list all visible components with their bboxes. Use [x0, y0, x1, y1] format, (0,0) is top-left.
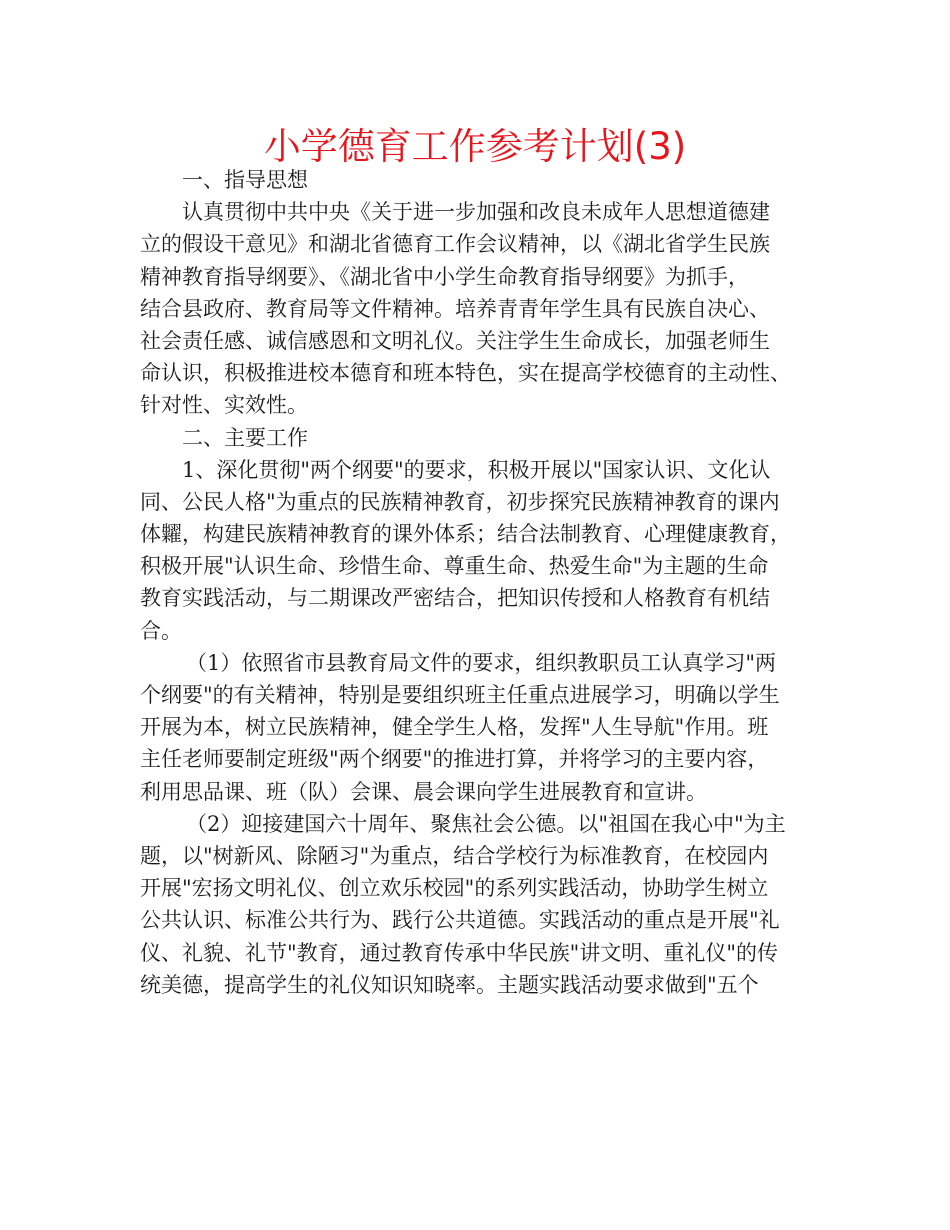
- document-body: [140, 164, 830, 1001]
- text-line: 统美德，提高学生的礼仪知识知晓率。主题实践活动要求做到"五个: [140, 972, 759, 997]
- text-line: 教育实践活动，与二期课改严密结合，把知识传授和人格教育有机结: [140, 586, 770, 611]
- text-line: 立的假设干意见》和湖北省德育工作会议精神，以《湖北省学生民族: [140, 232, 770, 257]
- text-line: 个纲要"的有关精神，特别是要组织班主任重点进展学习，明确以学生: [140, 683, 780, 707]
- document-title: 小学德育工作参考计划(3): [263, 125, 687, 168]
- text-line: 仪、礼貌、礼节"教育，通过教育传承中华民族"讲文明、重礼仪"的传: [140, 940, 778, 965]
- text-line: 开展"宏扬文明礼仪、创立欢乐校园"的系列实践活动，协助学生树立: [140, 876, 769, 901]
- text-line: 合。: [140, 618, 182, 643]
- text-line: 主任老师要制定班级"两个纲要"的推进打算，并将学习的主要内容，: [140, 747, 769, 772]
- text-line: 社会责任感、诚信感恩和文明礼仪。关注学生生命成长，加强老师生: [140, 328, 770, 353]
- text-line: 公共认识、标准公共行为、践行公共道德。实践活动的重点是开展"礼: [140, 908, 780, 933]
- text-line: （2）迎接建国六十周年、聚焦社会公德。以"祖国在我心中"为主: [186, 811, 786, 836]
- text-line: 开展为本，树立民族精神，健全学生人格，发挥"人生导航"作用。班: [140, 715, 769, 740]
- text-line: 利用思品课、班（队）会课、晨会课向学生进展教育和宣讲。: [140, 779, 707, 804]
- text-line: 积极开展"认识生命、珍惜生命、尊重生命、热爱生命"为主题的生命: [140, 554, 769, 579]
- text-line: 同、公民人格"为重点的民族精神教育，初步探究民族精神教育的课内: [140, 489, 780, 514]
- text-line: 针对性、实效性。: [140, 393, 308, 418]
- text-line: 认真贯彻中共中央《关于进一步加强和改良未成年人思想道德建: [182, 200, 770, 225]
- section-heading: 二、主要工作: [182, 425, 308, 450]
- text-line: 命认识，积极推进校本德育和班本特色，实在提高学校德育的主动性、: [140, 361, 791, 386]
- text-line: 体糶，构建民族精神教育的课外体系；结合法制教育、心理健康教育，: [140, 522, 791, 547]
- text-line: 结合县政府、教育局等文件精神。培养青青年学生具有民族自决心、: [140, 296, 770, 321]
- text-line: 1、深化贯彻"两个纲要"的要求，积极开展以"国家认识、文化认: [182, 457, 771, 482]
- text-line: 题，以"树新风、除陋习"为重点，结合学校行为标准教育，在校园内: [140, 843, 769, 868]
- text-line: 精神教育指导纲要》、《湖北省中小学生命教育指导纲要》为抓手，: [140, 264, 749, 289]
- text-line: （1）依照省市县教育局文件的要求，组织教职员工认真学习"两: [186, 650, 777, 675]
- section-heading: 一、指导思想: [182, 168, 308, 192]
